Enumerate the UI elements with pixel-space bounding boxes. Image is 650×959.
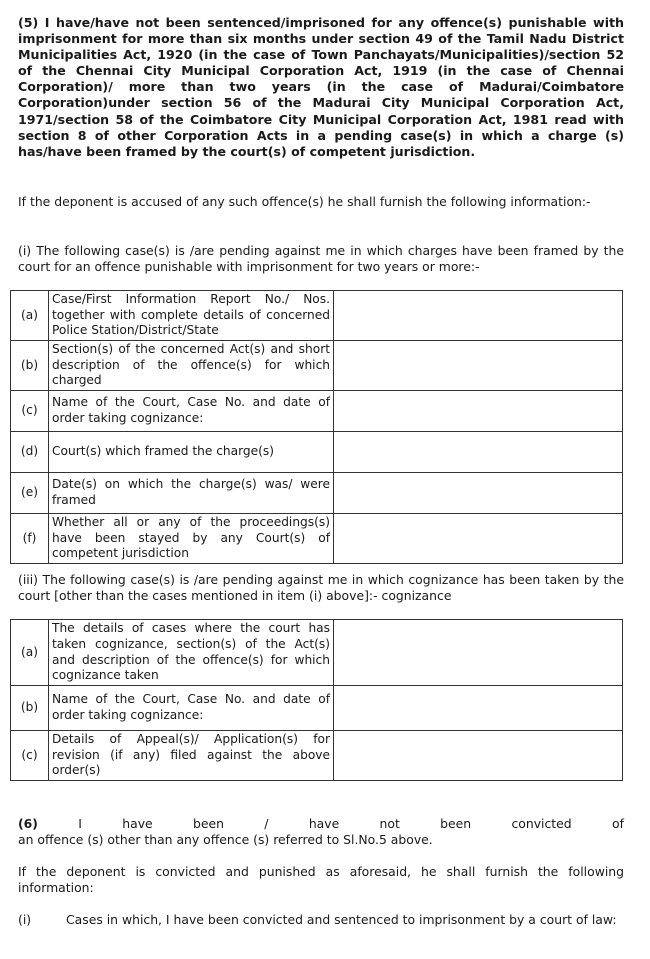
answer-field[interactable]	[334, 620, 623, 686]
row-label: (c)	[11, 731, 49, 781]
row-description: Details of Appeal(s)/ Application(s) for revision (if any) filed against the above order(s)	[49, 731, 334, 781]
row-label: (a)	[11, 620, 49, 686]
answer-field[interactable]	[334, 391, 623, 432]
item-iii-intro: (iii) The following case(s) is /are pending against me in which cognizance has been taken by the court [other than the cases mentioned in item (i) above]:- cognizance	[18, 572, 624, 604]
row-label: (b)	[11, 341, 49, 391]
item-number: (i)	[18, 912, 32, 927]
charge-row	[11, 473, 623, 514]
cognizance-table	[10, 619, 623, 781]
row-description: Case/First Information Report No./ Nos. together with complete details of concerned Police Station/District/State	[49, 291, 334, 341]
section-6-word: /	[264, 816, 269, 831]
item-text: Cases in which, I have been convicted and sentenced to imprisonment by a court of law:	[66, 912, 617, 927]
section-6-word: have	[122, 816, 153, 831]
cognizance-row	[11, 731, 623, 781]
row-description: Name of the Court, Case No. and date of order taking cognizance:	[49, 686, 334, 731]
section-6-word: of	[611, 816, 624, 831]
section-5-paragraph: (5) I have/have not been sentenced/imprisoned for any offence(s) punishable with imprisonment for more than six months under section 49 of the Tamil Nadu District Municipalities Act, 1920 (in the case of Town Panchayats/Municipalities)/section 52 of the Chennai City Municipal Corporation Act, 1919 (in the case of Chennai Corporation)/ more than two years (in the case of Madurai/Coimbatore Corporation)under section 56 of the Madurai City Municipal Corporation Act, 1971/section 58 of the Coimbatore City Municipal Corporation Act, 1981 read with section 8 of other Corporation Acts in a pending case(s) in which a charge (s) has/have been framed by the court(s) of competent jurisdiction.	[18, 15, 624, 159]
section-6-word: been	[440, 816, 472, 831]
row-description: Name of the Court, Case No. and date of order taking cognizance:	[49, 391, 334, 432]
row-label: (e)	[11, 473, 49, 514]
row-label: (d)	[11, 432, 49, 473]
row-description: Whether all or any of the proceedings(s) have been stayed by any Court(s) of competent jurisdiction	[49, 514, 334, 564]
section-6-word: been	[193, 816, 224, 831]
row-description: Date(s) on which the charge(s) was/ were framed	[49, 473, 334, 514]
charge-row	[11, 514, 623, 564]
convicted-instruction: If the deponent is convicted and punished as aforesaid, he shall furnish the following information:	[18, 864, 624, 896]
row-description: Section(s) of the concerned Act(s) and short description of the offence(s) for which charged	[49, 341, 334, 391]
cognizance-row	[11, 620, 623, 686]
section-6-word: not	[379, 816, 400, 831]
section-6-paragraph	[18, 816, 624, 848]
cognizance-row	[11, 686, 623, 731]
section-6-line-2: an offence (s) other than any offence (s) referred to Sl.No.5 above.	[18, 832, 433, 848]
answer-field[interactable]	[334, 341, 623, 391]
charge-row	[11, 291, 623, 341]
answer-field[interactable]	[334, 514, 623, 564]
accused-instruction: If the deponent is accused of any such offence(s) he shall furnish the following information:-	[18, 194, 591, 209]
row-label: (f)	[11, 514, 49, 564]
row-label: (c)	[11, 391, 49, 432]
row-label: (b)	[11, 686, 49, 731]
row-description: Court(s) which framed the charge(s)	[49, 432, 334, 473]
answer-field[interactable]	[334, 473, 623, 514]
section-6-word: have	[308, 816, 340, 831]
answer-field[interactable]	[334, 432, 623, 473]
row-description: The details of cases where the court has taken cognizance, section(s) of the Act(s) and description of the offence(s) for which cognizance taken	[49, 620, 334, 686]
answer-field[interactable]	[334, 731, 623, 781]
section-6-word: convicted	[511, 816, 572, 831]
charge-row	[11, 341, 623, 391]
item-i-intro: (i) The following case(s) is /are pending against me in which charges have been framed by the court for an offence punishable with imprisonment for two years or more:-	[18, 243, 624, 275]
answer-field[interactable]	[334, 291, 623, 341]
charge-row	[11, 432, 623, 473]
answer-field[interactable]	[334, 686, 623, 731]
pending-charges-table	[10, 290, 623, 564]
section-6-line-1	[18, 816, 624, 832]
row-label: (a)	[11, 291, 49, 341]
section-number: (6)	[18, 816, 38, 831]
section-6-word: I	[78, 816, 82, 831]
charge-row	[11, 391, 623, 432]
